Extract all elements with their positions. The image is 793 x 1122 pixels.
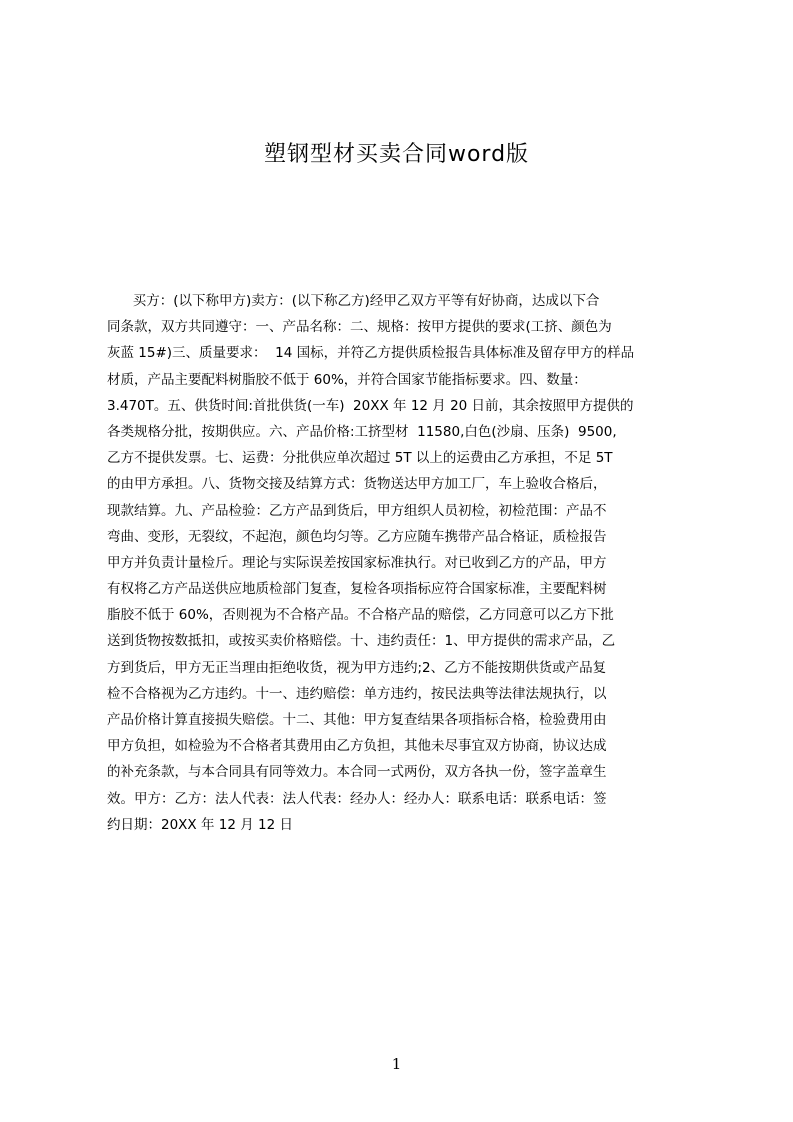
- body-line: 买方：(以下称甲方)卖方：(以下称乙方)经甲乙双方平等有好协商，达成以下合: [107, 293, 600, 309]
- body-line: 方到货后，甲方无正当理由拒绝收货，视为甲方违约;2、乙方不能按期供货或产品复: [107, 659, 607, 676]
- document-title: 塑钢型材买卖合同word版: [263, 142, 530, 167]
- body-line: 送到货物按数抵扣，或按买卖价格赔偿。十、违约责任：1、甲方提供的需求产品，乙: [107, 633, 616, 650]
- body-line: 3.470T。五、供货时间:首批供货(一车) 20XX 年 12 月 20 日前，其余按照甲方提供的: [107, 397, 634, 414]
- body-line: 现款结算。九、产品检验：乙方产品到货后，甲方组织人员初检，初检范围：产品不: [107, 502, 607, 519]
- page-number: 1: [391, 1055, 402, 1073]
- body-line: 产品价格计算直接损失赔偿。十二、其他：甲方复查结果各项指标合格，检验费用由: [107, 712, 607, 728]
- body-line: 脂胶不低于 60%，否则视为不合格产品。不合格产品的赔偿，乙方同意可以乙方下批: [107, 607, 614, 624]
- body-line: 同条款，双方共同遵守：一、产品名称：二、规格：按甲方提供的要求(工挤、颜色为: [107, 319, 612, 336]
- body-line: 各类规格分批，按期供应。六、产品价格:工挤型材 11580,白色(沙扇、压条) 9500,: [107, 423, 617, 440]
- body-line: 乙方不提供发票。七、运费：分批供应单次超过 5T 以上的运费由乙方承担，不足 5T: [107, 450, 613, 467]
- body-line: 约日期：20XX 年 12 月 12 日: [107, 816, 293, 833]
- body-line: 材质，产品主要配料树脂胶不低于 60%，并符合国家节能指标要求。四、数量：: [107, 371, 587, 388]
- body-line: 的补充条款，与本合同具有同等效力。本合同一式两份，双方各执一份，签字盖章生: [107, 764, 607, 781]
- body-line: 弯曲、变形，无裂纹，不起泡，颜色均匀等。乙方应随车携带产品合格证，质检报告: [107, 528, 607, 545]
- body-line: 灰蓝 15#)三、质量要求： 14 国标，并符乙方提供质检报告具体标准及留存甲方的样品: [107, 345, 635, 362]
- body-line: 有权将乙方产品送供应地质检部门复查，复检各项指标应符合国家标准，主要配料树: [107, 581, 607, 598]
- contract-body: [107, 288, 699, 838]
- body-line: 的由甲方承担。八、货物交接及结算方式：货物送达甲方加工厂，车上验收合格后，: [107, 476, 607, 493]
- body-line: 效。甲方：乙方：法人代表：法人代表：经办人：经办人：联系电话：联系电话：签: [107, 790, 607, 807]
- body-line: 甲方并负责计量检斤。理论与实际误差按国家标准执行。对已收到乙方的产品，甲方: [107, 554, 607, 571]
- body-line: 检不合格视为乙方违约。十一、违约赔偿：单方违约，按民法典等法律法规执行，以: [107, 685, 607, 702]
- body-line: 甲方负担，如检验为不合格者其费用由乙方负担，其他未尽事宜双方协商，协议达成: [107, 738, 607, 755]
